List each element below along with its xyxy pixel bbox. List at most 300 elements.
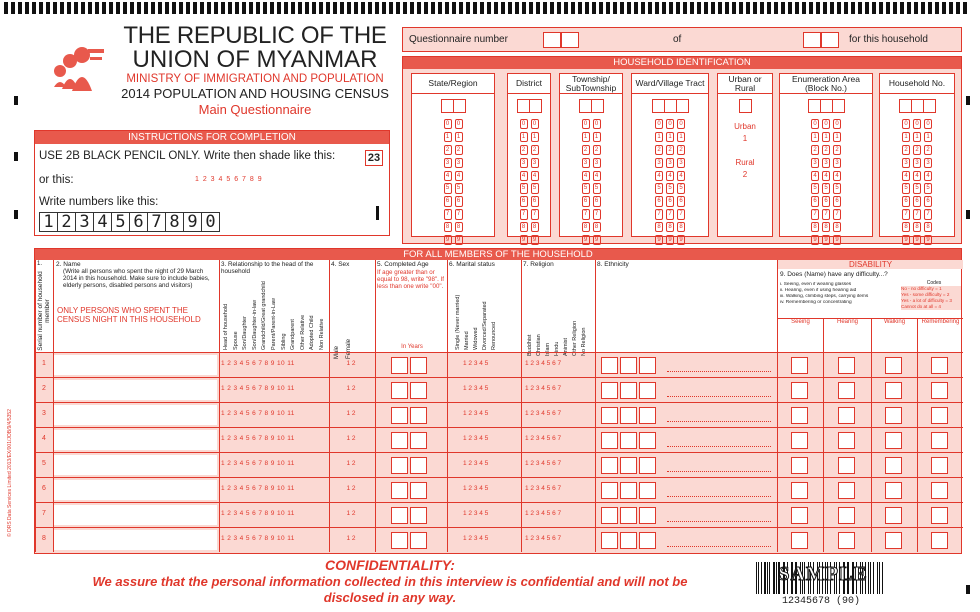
- ethnicity-digit-box[interactable]: [620, 432, 637, 449]
- questionnaire-number-strip: [402, 27, 962, 52]
- digit-bubble[interactable]: 7: [924, 209, 932, 219]
- hh-id-digit-box[interactable]: [676, 99, 689, 113]
- qn-label: Questionnaire number: [409, 34, 508, 45]
- digit-bubble[interactable]: 5: [833, 183, 841, 193]
- digit-bubble[interactable]: 2: [655, 145, 663, 155]
- hh-id-digit-box[interactable]: [739, 99, 752, 113]
- digit-bubble[interactable]: 1: [655, 132, 663, 142]
- digit-bubble[interactable]: 7: [520, 209, 528, 219]
- title-line2: UNION OF MYANMAR: [132, 46, 378, 73]
- sex-codes[interactable]: 1 2: [346, 435, 356, 442]
- marital-codes[interactable]: 1 2 3 4 5: [463, 510, 489, 517]
- name-field[interactable]: [54, 480, 217, 500]
- digit-bubble[interactable]: 9: [455, 235, 463, 245]
- digit-bubble[interactable]: 1: [444, 132, 452, 142]
- marital-codes[interactable]: 1 2 3 4 5: [463, 535, 489, 542]
- digit-bubble[interactable]: 7: [655, 209, 663, 219]
- digit-bubble[interactable]: 2: [811, 145, 819, 155]
- marital-codes[interactable]: 1 2 3 4 5: [463, 460, 489, 467]
- digit-bubble[interactable]: 5: [531, 183, 539, 193]
- digit-bubble[interactable]: 5: [520, 183, 528, 193]
- digit-bubble[interactable]: 3: [531, 158, 539, 168]
- digit-bubble[interactable]: 7: [444, 209, 452, 219]
- disability-box[interactable]: [791, 507, 808, 524]
- name-field[interactable]: [54, 380, 217, 400]
- digit-bubble[interactable]: 5: [913, 183, 921, 193]
- ethnicity-digit-box[interactable]: [639, 432, 656, 449]
- digit-bubble[interactable]: 0: [531, 119, 539, 129]
- ethnicity-digit-box[interactable]: [639, 482, 656, 499]
- digit-bubble[interactable]: 5: [924, 183, 932, 193]
- disability-box[interactable]: [931, 482, 948, 499]
- age-digit-box[interactable]: [391, 532, 408, 549]
- ethnicity-digit-box[interactable]: [639, 507, 656, 524]
- sex-codes[interactable]: 1 2: [346, 535, 356, 542]
- digit-bubble[interactable]: 7: [666, 209, 674, 219]
- digit-bubble[interactable]: 0: [655, 119, 663, 129]
- hh-id-digit-box[interactable]: [529, 99, 542, 113]
- ethnicity-digit-box[interactable]: [639, 407, 656, 424]
- digit-bubble[interactable]: 1: [520, 132, 528, 142]
- disability-box[interactable]: [838, 532, 855, 549]
- age-digit-box[interactable]: [410, 357, 427, 374]
- digit-bubble[interactable]: 0: [582, 119, 590, 129]
- digit-bubble[interactable]: 0: [924, 119, 932, 129]
- religion-codes[interactable]: 1 2 3 4 5 6 7: [525, 410, 562, 417]
- ethnicity-digit-box[interactable]: [601, 357, 618, 374]
- digit-bubble[interactable]: 6: [593, 196, 601, 206]
- age-digit-box[interactable]: [410, 432, 427, 449]
- digit-bubble[interactable]: 7: [455, 209, 463, 219]
- digit-bubble[interactable]: 6: [655, 196, 663, 206]
- digit-bubble[interactable]: 2: [593, 145, 601, 155]
- digit-bubble[interactable]: 0: [455, 119, 463, 129]
- digit-bubble[interactable]: 3: [833, 158, 841, 168]
- digit-bubble[interactable]: 9: [520, 235, 528, 245]
- sex-codes[interactable]: 1 2: [346, 410, 356, 417]
- digit-bubble[interactable]: 4: [444, 171, 452, 181]
- digit-bubble[interactable]: 9: [924, 235, 932, 245]
- digit-bubble[interactable]: 1: [811, 132, 819, 142]
- name-field[interactable]: [54, 505, 217, 525]
- qn-total-box[interactable]: [821, 32, 839, 48]
- digit-bubble[interactable]: 7: [677, 209, 685, 219]
- digit-bubble[interactable]: 6: [902, 196, 910, 206]
- digit-bubble[interactable]: 8: [593, 222, 601, 232]
- disability-box[interactable]: [885, 432, 902, 449]
- digit-bubble[interactable]: 2: [455, 145, 463, 155]
- digit-bubble[interactable]: 5: [444, 183, 452, 193]
- age-digit-box[interactable]: [391, 432, 408, 449]
- age-digit-box[interactable]: [410, 382, 427, 399]
- age-digit-box[interactable]: [410, 407, 427, 424]
- digit-bubble[interactable]: 2: [666, 145, 674, 155]
- digit-bubble[interactable]: 1: [455, 132, 463, 142]
- ethnicity-digit-box[interactable]: [620, 382, 637, 399]
- ethnicity-write-line[interactable]: [667, 446, 771, 447]
- ethnicity-write-line[interactable]: [667, 496, 771, 497]
- digit-bubble[interactable]: 1: [833, 132, 841, 142]
- religion-codes[interactable]: 1 2 3 4 5 6 7: [525, 435, 562, 442]
- age-digit-box[interactable]: [410, 507, 427, 524]
- digit-bubble[interactable]: 6: [520, 196, 528, 206]
- digit-bubble[interactable]: 4: [677, 171, 685, 181]
- disability-box[interactable]: [838, 457, 855, 474]
- digit-bubble[interactable]: 4: [666, 171, 674, 181]
- digit-bubble[interactable]: 3: [582, 158, 590, 168]
- digit-bubble[interactable]: 9: [913, 235, 921, 245]
- ethnicity-digit-box[interactable]: [620, 407, 637, 424]
- disability-box[interactable]: [931, 457, 948, 474]
- rural-code[interactable]: 2: [742, 170, 748, 179]
- digit-bubble[interactable]: 9: [582, 235, 590, 245]
- ethnicity-write-line[interactable]: [667, 521, 771, 522]
- digit-bubble[interactable]: 1: [531, 132, 539, 142]
- digit-bubble[interactable]: 4: [811, 171, 819, 181]
- disability-box[interactable]: [791, 532, 808, 549]
- ethnicity-digit-box[interactable]: [620, 482, 637, 499]
- marital-codes[interactable]: 1 2 3 4 5: [463, 385, 489, 392]
- digit-bubble[interactable]: 6: [455, 196, 463, 206]
- digit-bubble[interactable]: 4: [902, 171, 910, 181]
- digit-bubble[interactable]: 8: [655, 222, 663, 232]
- ethnicity-write-line[interactable]: [667, 396, 771, 397]
- disability-box[interactable]: [838, 357, 855, 374]
- digit-bubble[interactable]: 3: [913, 158, 921, 168]
- digit-bubble[interactable]: 4: [531, 171, 539, 181]
- digit-bubble[interactable]: 6: [582, 196, 590, 206]
- digit-bubble[interactable]: 9: [531, 235, 539, 245]
- disability-box[interactable]: [885, 407, 902, 424]
- digit-bubble[interactable]: 7: [902, 209, 910, 219]
- digit-bubble[interactable]: 6: [913, 196, 921, 206]
- digit-bubble[interactable]: 8: [677, 222, 685, 232]
- digit-examples: [39, 212, 219, 232]
- digit-bubble[interactable]: 3: [902, 158, 910, 168]
- digit-bubble[interactable]: 4: [924, 171, 932, 181]
- disability-box[interactable]: [885, 532, 902, 549]
- digit-bubble[interactable]: 2: [444, 145, 452, 155]
- disability-box[interactable]: [838, 507, 855, 524]
- digit-bubble[interactable]: 8: [902, 222, 910, 232]
- digit-bubble[interactable]: 0: [520, 119, 528, 129]
- name-field[interactable]: [54, 405, 217, 425]
- digit-bubble[interactable]: 3: [811, 158, 819, 168]
- digit-bubble[interactable]: 6: [531, 196, 539, 206]
- digit-bubble[interactable]: 6: [833, 196, 841, 206]
- ethnicity-digit-box[interactable]: [601, 507, 618, 524]
- qn-total-box[interactable]: [803, 32, 821, 48]
- disability-box[interactable]: [885, 482, 902, 499]
- digit-bubble[interactable]: 7: [811, 209, 819, 219]
- digit-bubble[interactable]: 0: [593, 119, 601, 129]
- hh-id-column-label: Household No.: [880, 74, 954, 94]
- sex-codes[interactable]: 1 2: [346, 510, 356, 517]
- relationship-codes[interactable]: 1 2 3 4 5 6 7 8 9 10 11: [221, 385, 295, 392]
- digit-bubble[interactable]: 0: [444, 119, 452, 129]
- religion-codes[interactable]: 1 2 3 4 5 6 7: [525, 385, 562, 392]
- ethnicity-digit-box[interactable]: [620, 507, 637, 524]
- name-field[interactable]: [54, 430, 217, 450]
- digit-bubble[interactable]: 0: [822, 119, 830, 129]
- relationship-codes[interactable]: 1 2 3 4 5 6 7 8 9 10 11: [221, 460, 295, 467]
- digit-bubble[interactable]: 7: [531, 209, 539, 219]
- marital-codes[interactable]: 1 2 3 4 5: [463, 360, 489, 367]
- ethnicity-write-line[interactable]: [667, 471, 771, 472]
- digit-bubble[interactable]: 8: [582, 222, 590, 232]
- disability-box[interactable]: [791, 432, 808, 449]
- ethnicity-boxes: [601, 357, 656, 374]
- age-digit-box[interactable]: [410, 457, 427, 474]
- qn-digit-box[interactable]: [561, 32, 579, 48]
- marital-option: Divorced/Separated: [482, 301, 488, 350]
- name-field[interactable]: [54, 530, 217, 550]
- ethnicity-digit-box[interactable]: [620, 457, 637, 474]
- hh-id-column-label: Enumeration Area (Block No.): [780, 74, 872, 94]
- hh-id-digit-box[interactable]: [453, 99, 466, 113]
- digit-bubble[interactable]: 3: [677, 158, 685, 168]
- relationship-codes[interactable]: 1 2 3 4 5 6 7 8 9 10 11: [221, 535, 295, 542]
- ethnicity-digit-box[interactable]: [639, 357, 656, 374]
- disability-box[interactable]: [838, 407, 855, 424]
- age-digit-box[interactable]: [391, 482, 408, 499]
- ethnicity-digit-box[interactable]: [620, 357, 637, 374]
- relationship-codes[interactable]: 1 2 3 4 5 6 7 8 9 10 11: [221, 435, 295, 442]
- digit-bubble[interactable]: 9: [822, 235, 830, 245]
- digit-bubble[interactable]: 9: [593, 235, 601, 245]
- ethnicity-write-line[interactable]: [667, 371, 771, 372]
- qn-for-label: for this household: [849, 34, 928, 45]
- digit-bubble[interactable]: 6: [666, 196, 674, 206]
- digit-bubble[interactable]: 1: [666, 132, 674, 142]
- digit-bubble[interactable]: 8: [913, 222, 921, 232]
- digit-bubble[interactable]: 2: [582, 145, 590, 155]
- disability-box[interactable]: [931, 407, 948, 424]
- name-field[interactable]: [54, 455, 217, 475]
- digit-bubble[interactable]: 6: [924, 196, 932, 206]
- digit-bubble[interactable]: 4: [520, 171, 528, 181]
- disability-box[interactable]: [931, 432, 948, 449]
- disability-box[interactable]: [838, 432, 855, 449]
- disability-box[interactable]: [885, 507, 902, 524]
- digit-bubble[interactable]: 5: [811, 183, 819, 193]
- digit-bubble[interactable]: 8: [811, 222, 819, 232]
- ethnicity-write-line[interactable]: [667, 421, 771, 422]
- age-digit-box[interactable]: [391, 507, 408, 524]
- digit-bubble[interactable]: 5: [455, 183, 463, 193]
- digit-bubble[interactable]: 8: [666, 222, 674, 232]
- digit-bubble[interactable]: 4: [822, 171, 830, 181]
- digit-bubble[interactable]: 2: [520, 145, 528, 155]
- hh-id-digit-box[interactable]: [832, 99, 845, 113]
- relationship-codes[interactable]: 1 2 3 4 5 6 7 8 9 10 11: [221, 510, 295, 517]
- digit-bubble[interactable]: 0: [677, 119, 685, 129]
- digit-bubble[interactable]: 5: [822, 183, 830, 193]
- digit-bubble[interactable]: 3: [666, 158, 674, 168]
- digit-bubble[interactable]: 1: [822, 132, 830, 142]
- digit-bubble[interactable]: 2: [531, 145, 539, 155]
- ethnicity-digit-box[interactable]: [601, 382, 618, 399]
- digit-bubble[interactable]: 8: [822, 222, 830, 232]
- digit-bubble[interactable]: 5: [677, 183, 685, 193]
- column-divider: [219, 352, 220, 552]
- digit-bubble[interactable]: 1: [677, 132, 685, 142]
- marital-option: Renounced: [491, 321, 497, 350]
- digit-bubble[interactable]: 5: [593, 183, 601, 193]
- marital-codes[interactable]: 1 2 3 4 5: [463, 410, 489, 417]
- religion-codes[interactable]: 1 2 3 4 5 6 7: [525, 535, 562, 542]
- ethnicity-boxes: [601, 382, 656, 399]
- marital-codes[interactable]: 1 2 3 4 5: [463, 485, 489, 492]
- digit-bubble[interactable]: 0: [666, 119, 674, 129]
- ethnicity-digit-box[interactable]: [620, 532, 637, 549]
- ethnicity-digit-box[interactable]: [601, 407, 618, 424]
- digit-bubble[interactable]: 2: [913, 145, 921, 155]
- disability-box[interactable]: [791, 457, 808, 474]
- age-digit-box[interactable]: [391, 407, 408, 424]
- digit-bubble[interactable]: 9: [666, 235, 674, 245]
- digit-bubble[interactable]: 5: [655, 183, 663, 193]
- digit-bubble[interactable]: 2: [833, 145, 841, 155]
- name-field[interactable]: [54, 355, 217, 375]
- digit-bubble[interactable]: 9: [444, 235, 452, 245]
- ethnicity-digit-box[interactable]: [601, 532, 618, 549]
- digit-bubble[interactable]: 5: [666, 183, 674, 193]
- digit-bubble[interactable]: 9: [677, 235, 685, 245]
- ethnicity-digit-box[interactable]: [639, 457, 656, 474]
- digit-bubble[interactable]: 2: [924, 145, 932, 155]
- digit-bubble[interactable]: 9: [811, 235, 819, 245]
- ethnicity-digit-box[interactable]: [601, 457, 618, 474]
- digit-bubble[interactable]: 9: [655, 235, 663, 245]
- digit-bubble[interactable]: 7: [833, 209, 841, 219]
- digit-bubble[interactable]: 4: [655, 171, 663, 181]
- digit-bubble[interactable]: 0: [913, 119, 921, 129]
- relationship-codes[interactable]: 1 2 3 4 5 6 7 8 9 10 11: [221, 410, 295, 417]
- age-digit-box[interactable]: [391, 357, 408, 374]
- disability-box[interactable]: [885, 382, 902, 399]
- digit-bubble[interactable]: 9: [833, 235, 841, 245]
- digit-bubble[interactable]: 1: [902, 132, 910, 142]
- digit-bubble[interactable]: 7: [822, 209, 830, 219]
- qn-digit-box[interactable]: [543, 32, 561, 48]
- sex-codes[interactable]: 1 2: [346, 360, 356, 367]
- digit-bubble[interactable]: 1: [582, 132, 590, 142]
- digit-bubble[interactable]: 0: [833, 119, 841, 129]
- digit-bubble[interactable]: 6: [811, 196, 819, 206]
- disability-box[interactable]: [931, 382, 948, 399]
- digit-bubble[interactable]: 6: [444, 196, 452, 206]
- digit-bubble[interactable]: 6: [677, 196, 685, 206]
- disability-box[interactable]: [791, 482, 808, 499]
- disability-box[interactable]: [791, 357, 808, 374]
- digit-bubble[interactable]: 5: [902, 183, 910, 193]
- disability-box[interactable]: [931, 507, 948, 524]
- digit-bubble[interactable]: 4: [913, 171, 921, 181]
- digit-bubble[interactable]: 8: [924, 222, 932, 232]
- ethnicity-digit-box[interactable]: [639, 532, 656, 549]
- digit-bubble[interactable]: 5: [582, 183, 590, 193]
- age-digit-box[interactable]: [410, 532, 427, 549]
- disability-box[interactable]: [931, 357, 948, 374]
- religion-codes[interactable]: 1 2 3 4 5 6 7: [525, 360, 562, 367]
- sex-codes[interactable]: 1 2: [346, 485, 356, 492]
- age-digit-box[interactable]: [391, 457, 408, 474]
- digit-bubble[interactable]: 1: [913, 132, 921, 142]
- digit-bubble[interactable]: 8: [833, 222, 841, 232]
- ethnicity-digit-box[interactable]: [601, 482, 618, 499]
- timing-mark: [14, 210, 18, 219]
- disability-box[interactable]: [885, 457, 902, 474]
- digit-bubble[interactable]: 8: [531, 222, 539, 232]
- digit-bubble[interactable]: 3: [520, 158, 528, 168]
- disability-box[interactable]: [931, 532, 948, 549]
- age-digit-box[interactable]: [410, 482, 427, 499]
- disability-box[interactable]: [791, 382, 808, 399]
- disability-box[interactable]: [791, 407, 808, 424]
- age-digit-box[interactable]: [391, 382, 408, 399]
- digit-bubble[interactable]: 7: [913, 209, 921, 219]
- rural-label[interactable]: Rural: [735, 158, 755, 167]
- hh-id-column-label: Urban or Rural: [718, 74, 772, 94]
- urban-label[interactable]: Urban: [734, 122, 756, 131]
- disability-box[interactable]: [885, 357, 902, 374]
- digit-bubble[interactable]: 2: [902, 145, 910, 155]
- hh-id-digit-box[interactable]: [591, 99, 604, 113]
- digit-bubble[interactable]: 8: [444, 222, 452, 232]
- digit-bubble[interactable]: 7: [582, 209, 590, 219]
- digit-bubble[interactable]: 2: [677, 145, 685, 155]
- ethnicity-write-line[interactable]: [667, 546, 771, 547]
- digit-bubble[interactable]: 9: [902, 235, 910, 245]
- digit-bubble[interactable]: 6: [822, 196, 830, 206]
- religion-codes[interactable]: 1 2 3 4 5 6 7: [525, 460, 562, 467]
- digit-bubble[interactable]: 7: [593, 209, 601, 219]
- hh-id-digit-box[interactable]: [923, 99, 936, 113]
- digit-bubble[interactable]: 4: [582, 171, 590, 181]
- digit-bubble[interactable]: 3: [444, 158, 452, 168]
- disability-box[interactable]: [838, 482, 855, 499]
- digit-bubble[interactable]: 3: [924, 158, 932, 168]
- digit-bubble[interactable]: 3: [593, 158, 601, 168]
- disability-box[interactable]: [838, 382, 855, 399]
- digit-bubble[interactable]: 4: [833, 171, 841, 181]
- digit-bubble[interactable]: 2: [822, 145, 830, 155]
- digit-bubble[interactable]: 3: [822, 158, 830, 168]
- ethnicity-digit-box[interactable]: [639, 382, 656, 399]
- digit-bubble[interactable]: 1: [924, 132, 932, 142]
- sex-codes[interactable]: 1 2: [346, 460, 356, 467]
- sex-codes[interactable]: 1 2: [346, 385, 356, 392]
- digit-bubble[interactable]: 4: [593, 171, 601, 181]
- relationship-codes[interactable]: 1 2 3 4 5 6 7 8 9 10 11: [221, 485, 295, 492]
- digit-bubble[interactable]: 4: [455, 171, 463, 181]
- hh-id-column-label: Ward/Village Tract: [632, 74, 708, 94]
- religion-codes[interactable]: 1 2 3 4 5 6 7: [525, 510, 562, 517]
- urban-code[interactable]: 1: [742, 134, 748, 143]
- digit-bubble[interactable]: 3: [455, 158, 463, 168]
- digit-bubble[interactable]: 0: [811, 119, 819, 129]
- digit-bubble[interactable]: 8: [455, 222, 463, 232]
- relationship-codes[interactable]: 1 2 3 4 5 6 7 8 9 10 11: [221, 360, 295, 367]
- ethnicity-digit-box[interactable]: [601, 432, 618, 449]
- digit-bubble[interactable]: 3: [655, 158, 663, 168]
- digit-bubble[interactable]: 0: [902, 119, 910, 129]
- marital-codes[interactable]: 1 2 3 4 5: [463, 435, 489, 442]
- digit-bubble[interactable]: 8: [520, 222, 528, 232]
- religion-codes[interactable]: 1 2 3 4 5 6 7: [525, 485, 562, 492]
- digit-bubble[interactable]: 1: [593, 132, 601, 142]
